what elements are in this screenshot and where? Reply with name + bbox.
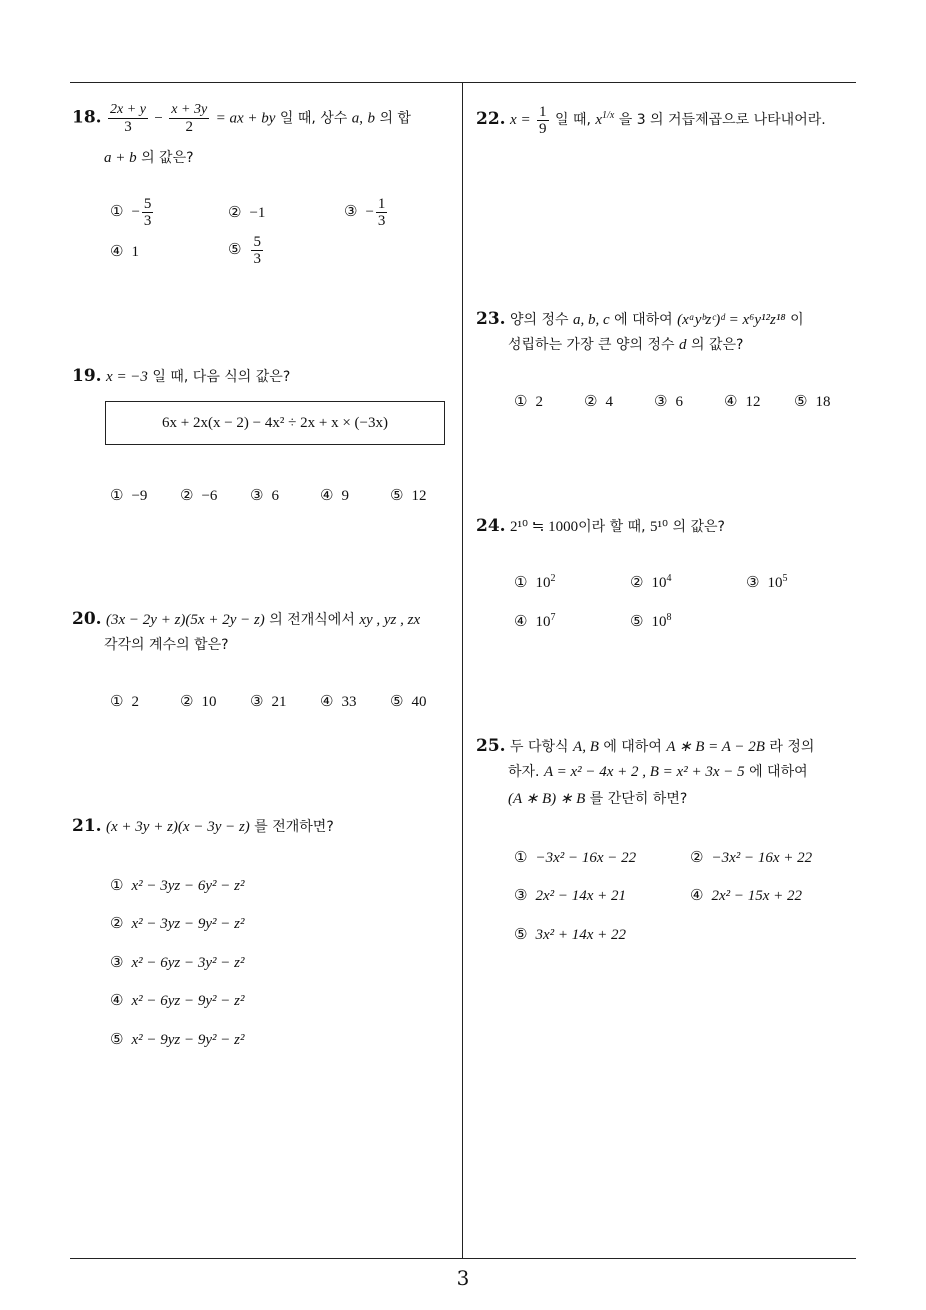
separator: , [359, 110, 364, 127]
choice-2[interactable] [228, 203, 265, 222]
choice-text: 9 [341, 488, 349, 504]
numerator: 1 [539, 103, 547, 120]
fraction [169, 102, 209, 135]
question-number: 20. [72, 609, 102, 629]
expression: x = [510, 112, 531, 128]
question-number: 18. [72, 107, 102, 128]
choice-2[interactable] [690, 848, 812, 867]
question-21 [72, 812, 334, 841]
choice-1[interactable] [514, 392, 543, 411]
bottom-rule [70, 1258, 856, 1259]
polynomials: A = x² − 4x + 2 , B = x² + 3x − 5 [543, 764, 745, 780]
numerator: 5 [253, 234, 261, 250]
choice-mark: ① [514, 392, 528, 410]
question-text: 이 [790, 312, 804, 328]
variable: a [351, 110, 360, 127]
page-number: 3 [456, 1266, 470, 1290]
exponent: 4 [666, 573, 672, 584]
question-19 [72, 362, 290, 391]
choice-text: 6 [271, 488, 279, 504]
choice-mark: ⑤ [228, 239, 242, 258]
choice-3[interactable] [654, 392, 683, 411]
question-22 [476, 102, 856, 137]
question-25-line2 [508, 758, 860, 786]
choice-4[interactable] [724, 392, 760, 411]
choice-mark: ② [584, 392, 598, 410]
choice-2[interactable] [110, 914, 244, 933]
choice-mark: ⑤ [630, 612, 644, 630]
operator: − [154, 110, 163, 127]
choice-text: 12 [411, 488, 427, 504]
question-number: 25. [476, 736, 506, 756]
expression: (A ∗ B) ∗ B [508, 791, 586, 807]
question-text: 일 때, [554, 112, 591, 128]
exponent: 7 [550, 612, 556, 623]
question-18-line2 [104, 144, 194, 172]
question-number: 22. [476, 109, 506, 129]
choice-4[interactable] [110, 242, 139, 261]
choice-text: 2 [535, 394, 543, 410]
choice-text: −1 [249, 205, 266, 221]
choice-mark: ③ [110, 953, 124, 971]
choice-text: 33 [341, 694, 357, 710]
choice-5[interactable] [390, 692, 426, 711]
choice-1[interactable] [110, 876, 244, 895]
question-text: 의 전개식에서 [269, 612, 355, 628]
choice-mark: ① [110, 201, 124, 220]
choice-mark: ⑤ [390, 692, 404, 710]
choice-mark: ③ [250, 486, 264, 504]
choice-mark: ③ [250, 692, 264, 710]
variables: a, b, c [573, 312, 610, 328]
question-text: 라 정의 [769, 739, 815, 755]
choice-mark: ② [690, 848, 704, 866]
choice-text: 2x² − 14x + 21 [535, 888, 627, 904]
choice-5[interactable] [794, 392, 830, 411]
question-text: 에 대하여 [603, 739, 662, 755]
choice-text: x² − 9yz − 9y² − z² [131, 1032, 245, 1048]
base: 10 [651, 614, 667, 630]
question-20 [72, 605, 458, 634]
exponent: 2 [550, 573, 556, 584]
choice-text: x² − 6yz − 3y² − z² [131, 955, 245, 971]
question-text: 의 합 [379, 110, 411, 127]
question-number: 19. [72, 366, 102, 386]
question-text: 성립하는 가장 큰 양의 정수 [508, 337, 675, 353]
choice-mark: ④ [320, 486, 334, 504]
definition: A ∗ B = A − 2B [666, 739, 765, 755]
choice-mark: ⑤ [110, 1030, 124, 1048]
exponent: 5 [782, 573, 788, 584]
question-text: 에 대하여 [749, 764, 808, 780]
choice-2[interactable] [180, 486, 217, 505]
choice-text: 18 [815, 394, 831, 410]
choice-mark: ② [180, 692, 194, 710]
expression-box: 6x + 2x(x − 2) − 4x² ÷ 2x + x × (−3x) [105, 401, 445, 445]
choice-text: x² − 3yz − 9y² − z² [131, 916, 245, 932]
choice-3[interactable] [250, 486, 279, 505]
question-text: 각각의 계수의 합은? [104, 637, 229, 653]
choice-3[interactable] [110, 953, 244, 972]
choice-1[interactable] [110, 196, 155, 229]
choice-4[interactable] [690, 886, 802, 905]
expression: (3x − 2y + z)(5x + 2y − z) [106, 612, 265, 628]
choice-mark: ④ [690, 886, 704, 904]
expression: x = −3 [106, 369, 148, 385]
choice-text: 2 [131, 694, 139, 710]
choice-mark: ① [514, 848, 528, 866]
question-text: 하자. [508, 764, 540, 780]
column-divider [462, 82, 463, 1259]
numerator: 1 [377, 196, 386, 212]
expression: (x + 3y + z)(x − 3y − z) [106, 819, 250, 835]
base: 10 [535, 575, 551, 591]
choice-text: 3x² + 14x + 22 [535, 927, 627, 943]
choice-mark: ③ [344, 201, 358, 220]
question-text: 에 대하여 [614, 312, 673, 328]
choice-1[interactable] [110, 486, 147, 505]
choice-mark: ③ [654, 392, 668, 410]
choice-5[interactable] [514, 925, 626, 944]
base: 10 [651, 575, 667, 591]
choice-5[interactable] [390, 486, 426, 505]
choice-mark: ② [180, 486, 194, 504]
choice-text: x² − 6yz − 9y² − z² [131, 993, 245, 1009]
choice-text: 10 [201, 694, 217, 710]
choice-text: 2x² − 15x + 22 [711, 888, 803, 904]
question-20-line2 [104, 631, 229, 659]
choice-1[interactable] [110, 692, 139, 711]
fraction [142, 196, 154, 229]
choice-text: −6 [201, 488, 218, 504]
choice-mark: ④ [110, 242, 124, 260]
question-text: 일 때, 상수 [279, 110, 348, 127]
choice-4[interactable] [514, 612, 555, 631]
choice-text: 12 [745, 394, 761, 410]
choice-sign: − [365, 203, 374, 220]
choice-5[interactable] [228, 234, 265, 267]
question-text: 를 간단히 하면? [589, 791, 688, 807]
power-expression [595, 112, 614, 128]
choice-text: 6 [675, 394, 683, 410]
denominator: 3 [143, 213, 152, 229]
question-text: 을 3 의 거듭제곱으로 나타내어라. [618, 112, 826, 128]
choice-sign: − [131, 203, 140, 220]
choice-mark: ① [514, 573, 528, 591]
fraction [251, 234, 263, 267]
question-18 [72, 102, 458, 135]
choice-mark: ② [228, 203, 242, 221]
expression: a + b [104, 150, 137, 166]
choice-4[interactable] [320, 692, 356, 711]
choice-3[interactable] [746, 573, 787, 592]
denominator: 3 [377, 213, 386, 229]
numerator: 2x + y [110, 102, 146, 117]
variable: b [367, 110, 375, 127]
choice-text: 4 [605, 394, 613, 410]
question-23 [476, 305, 860, 334]
base: x [595, 112, 603, 128]
question-text: 를 전개하면? [254, 819, 334, 835]
choice-text: −3x² − 16x − 22 [535, 850, 637, 866]
question-25 [476, 732, 860, 761]
variables: A, B [573, 739, 599, 755]
choice-3[interactable] [344, 196, 389, 229]
fraction [537, 104, 549, 137]
expression: 5¹⁰ [650, 519, 669, 535]
choice-mark: ② [630, 573, 644, 591]
choice-text: 1 [131, 244, 139, 260]
choice-mark: ⑤ [794, 392, 808, 410]
choice-mark: ⑤ [514, 925, 528, 943]
question-25-line3 [508, 785, 687, 813]
choice-text: 21 [271, 694, 287, 710]
choice-mark: ① [110, 486, 124, 504]
choice-3[interactable] [250, 692, 286, 711]
choice-2[interactable] [180, 692, 216, 711]
choice-1[interactable] [514, 848, 636, 867]
question-text: 두 다항식 [510, 739, 569, 755]
choice-mark: ① [110, 876, 124, 894]
terms: xy , yz , zx [359, 612, 421, 628]
choice-mark: ⑤ [390, 486, 404, 504]
choice-mark: ③ [746, 573, 760, 591]
choice-5[interactable] [110, 1030, 244, 1049]
equation-rhs: = ax + by [215, 110, 276, 127]
denominator: 3 [253, 251, 261, 267]
numerator: 5 [143, 196, 152, 212]
question-text: 양의 정수 [510, 312, 569, 328]
question-23-line2 [508, 331, 743, 359]
question-number: 24. [476, 516, 506, 536]
choice-mark: ④ [320, 692, 334, 710]
choice-text: x² − 3yz − 6y² − z² [131, 878, 245, 894]
question-text: 이라 할 때, [578, 519, 646, 535]
question-number: 21. [72, 816, 102, 836]
equation: (xᵃyᵇzᶜ)ᵈ = x⁶y¹²z¹⁸ [677, 312, 786, 328]
choice-mark: ④ [724, 392, 738, 410]
expression: 2¹⁰ ≒ 1000 [510, 519, 579, 535]
question-text: 의 값은? [672, 519, 725, 535]
top-rule [70, 82, 856, 83]
question-text: 일 때, 다음 식의 값은? [152, 369, 291, 385]
choice-2[interactable] [584, 392, 613, 411]
choice-text: −3x² − 16x + 22 [711, 850, 813, 866]
choice-1[interactable] [514, 573, 555, 592]
denominator: 9 [539, 120, 547, 137]
base: 10 [535, 614, 551, 630]
denominator: 3 [124, 119, 132, 135]
choice-5[interactable] [630, 612, 671, 631]
choice-text: 40 [411, 694, 427, 710]
choice-mark: ④ [514, 612, 528, 630]
choice-4[interactable] [320, 486, 349, 505]
choice-text: −9 [131, 488, 148, 504]
denominator: 2 [185, 119, 193, 135]
choice-mark: ③ [514, 886, 528, 904]
base: 10 [767, 575, 783, 591]
choice-mark: ② [110, 914, 124, 932]
variable: d [679, 337, 687, 353]
exponent: 1/x [602, 110, 615, 121]
question-text: 의 값은? [141, 150, 194, 166]
fraction [108, 102, 148, 135]
choice-3[interactable] [514, 886, 626, 905]
exponent: 8 [666, 612, 672, 623]
choice-2[interactable] [630, 573, 671, 592]
fraction [376, 196, 388, 229]
choice-4[interactable] [110, 991, 244, 1010]
choice-mark: ① [110, 692, 124, 710]
question-24 [476, 512, 725, 541]
question-number: 23. [476, 309, 506, 329]
question-text: 의 값은? [690, 337, 744, 353]
choice-mark: ④ [110, 991, 124, 1009]
numerator: x + 3y [171, 102, 208, 117]
